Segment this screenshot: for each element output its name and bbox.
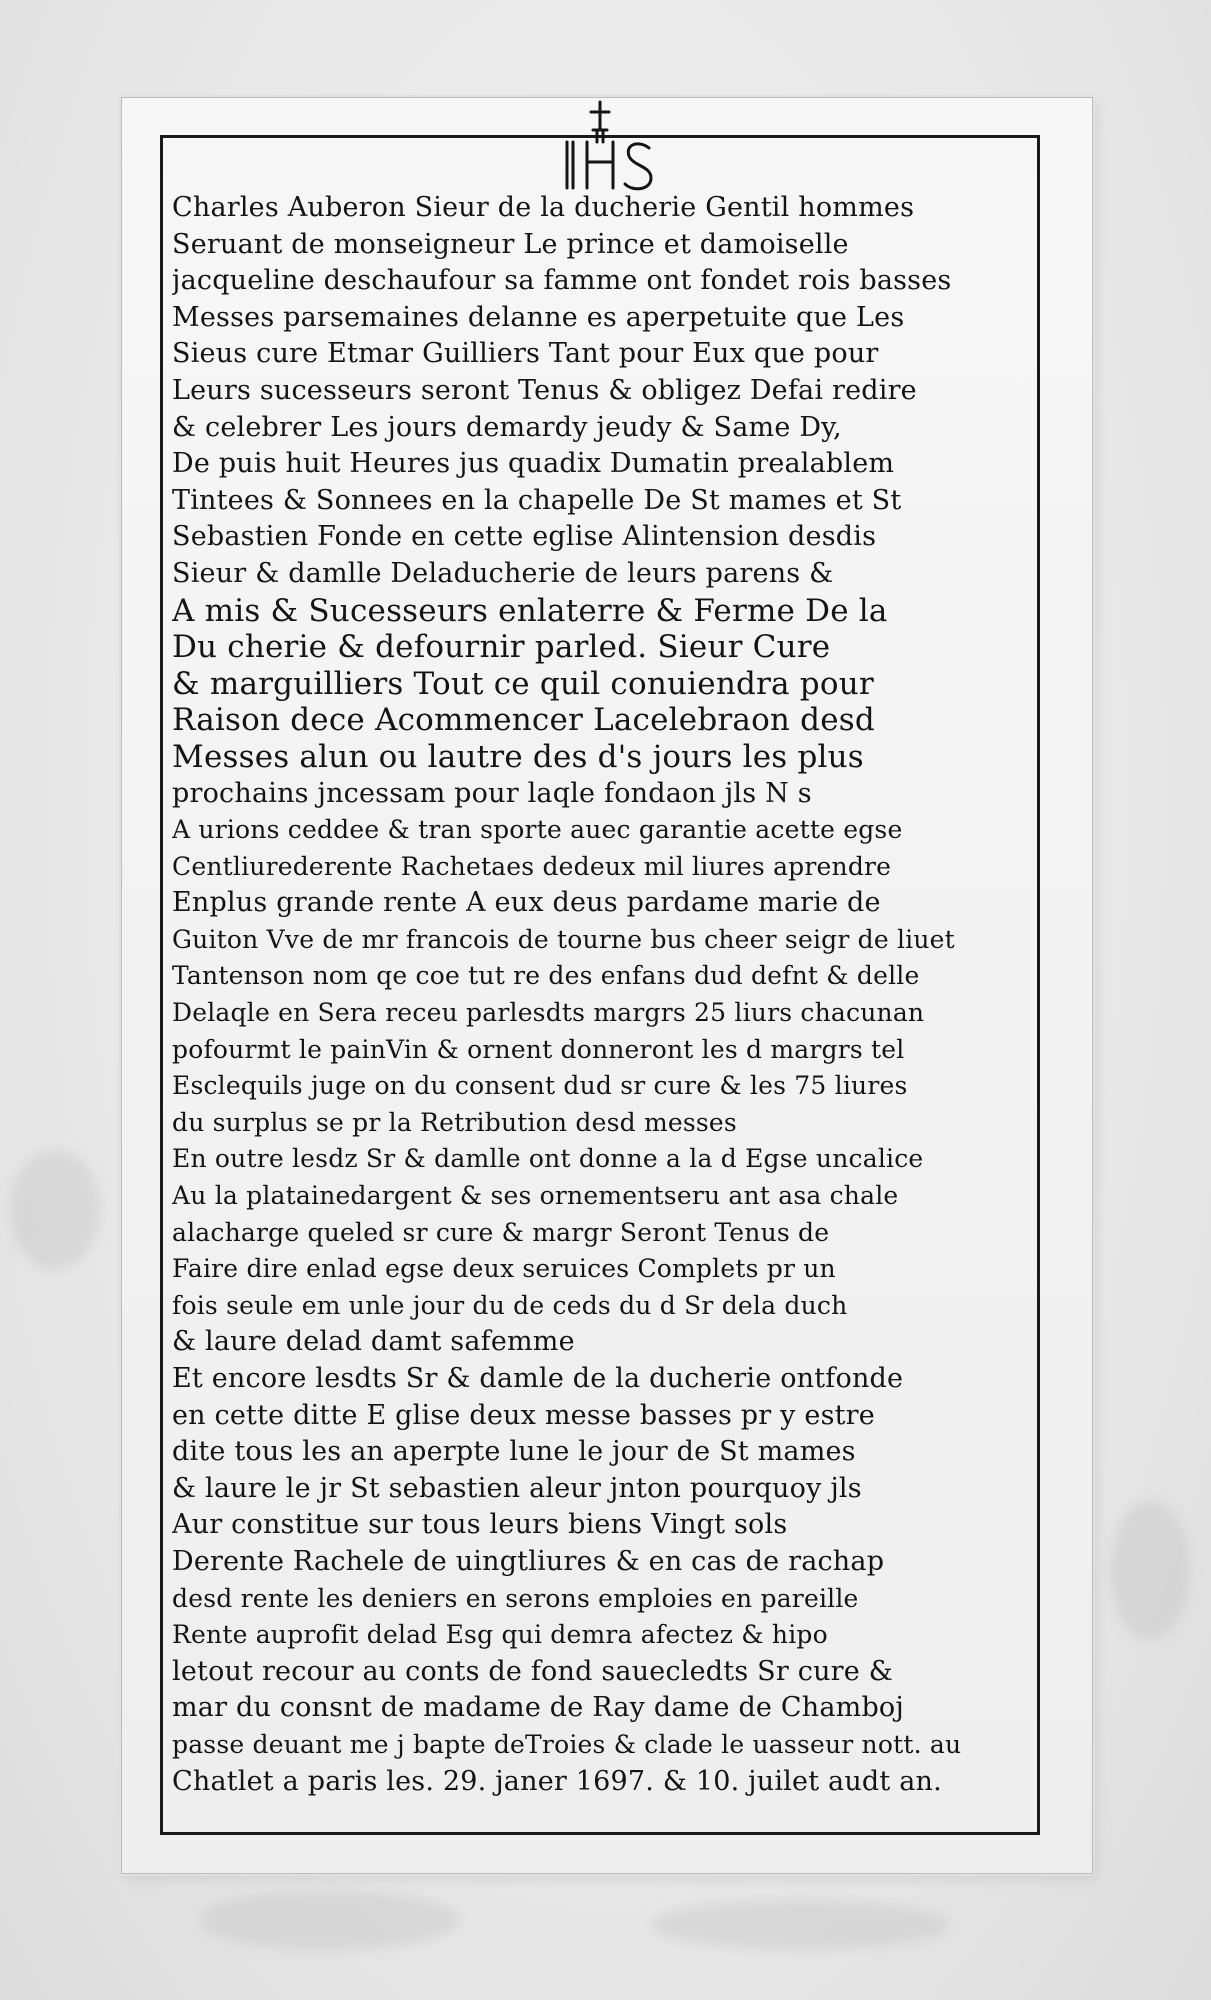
inscription-line: Tantenson nom qe coe tut re des enfans dud defnt & delle [172,961,920,991]
inscription-line: A mis & Sucesseurs enlaterre & Ferme De la [172,592,888,629]
inscription-line: Guiton Vve de mr francois de tourne bus cheer seigr de liuet [172,924,955,954]
wall-stain [650,1900,950,1950]
inscription-line: jacqueline deschaufour sa famme ont fondet rois basses [172,265,952,297]
inscription-line: Et encore lesdts Sr & damle de la ducherie ontfonde [172,1363,904,1394]
inscription-line: prochains jncessam pour laqle fondaon jls N s [172,777,812,809]
inscription-line: passe deuant me j bapte deTroies & clade le uasseur nott. au [172,1729,962,1759]
inscription-line: Tintees & Sonnees en la chapelle De St mames et St [172,484,902,516]
inscription-line: En outre lesdz Sr & damlle ont donne a la d Egse uncalice [172,1144,924,1174]
wall-stain [10,1150,100,1270]
inscription-line: Derente Rachele de uingtliures & en cas de rachap [172,1545,885,1577]
inscription-line: De puis huit Heures jus quadix Dumatin prealablem [172,448,895,480]
inscription-line: dite tous les an aperpte lune le jour de St mames [172,1436,856,1468]
inscription-line: & laure delad damt safemme [172,1326,575,1358]
inscription-line: & laure le jr St sebastien aleur jnton pourquoy jls [172,1472,862,1504]
inscription-line: Centliurederente Rachetaes dedeux mil liures aprendre [172,851,892,881]
inscription-line: Seruant de monseigneur Le prince et damoiselle [172,228,849,260]
inscription-line: Sieur & damlle Deladucherie de leurs parens & [172,557,834,589]
cross-icon [553,100,663,195]
wall-stain [1110,1500,1190,1640]
wall-stain [200,1890,460,1950]
inscription-line: Sieus cure Etmar Guilliers Tant pour Eux que pour [172,338,879,370]
inscription-line: Leurs sucesseurs seront Tenus & obligez Defai redire [172,374,917,406]
inscription-line: en cette ditte E glise deux messe basses pr y estre [172,1399,875,1431]
inscription-line: Au la platainedargent & ses ornementseru ant asa chale [172,1181,899,1211]
inscription-line: Faire dire enlad egse deux seruices Complets pr un [172,1254,836,1284]
inscription-line: Aur constitue sur tous leurs biens Vingt sols [172,1509,788,1541]
inscription-line: Sebastien Fonde en cette eglise Alintension desdis [172,521,877,553]
inscription-line: Delaqle en Sera receu parlesdts margrs 25 liurs chacunan [172,998,925,1028]
inscription-line: pofourmt le painVin & ornent donneront les d margrs tel [172,1034,905,1064]
inscription-line: Messes parsemaines delanne es aperpetuite que Les [172,301,905,333]
inscription-line: alacharge queled sr cure & margr Seront Tenus de [172,1217,830,1247]
inscription-line: mar du consnt de madame de Ray dame de Chamboj [172,1692,904,1724]
inscription-line: Chatlet a paris les. 29. janer 1697. & 10. juilet audt an. [172,1765,942,1797]
inscription-line: Enplus grande rente A eux deus pardame marie de [172,887,881,919]
inscription-line: fois seule em unle jour du de ceds du d Sr dela duch [172,1290,848,1320]
ihs-emblem [553,100,663,195]
inscription-line: Messes alun ou lautre des d's jours les plus [172,738,864,775]
inscription-text [172,190,1032,1800]
inscription-line: Raison dece Acommencer Lacelebraon desd [172,702,875,739]
inscription-line: desd rente les deniers en serons emploies en pareille [172,1583,859,1613]
inscription-line: Rente auprofit delad Esg qui demra afectez & hipo [172,1620,828,1650]
inscription-line: letout recour au conts de fond sauecledts Sr cure & [172,1655,893,1687]
inscription-line: & marguilliers Tout ce quil conuiendra pour [172,665,874,702]
inscription-line: Du cherie & defournir parled. Sieur Cure [172,629,831,666]
inscription-line: Esclequils juge on du consent dud sr cure & les 75 liures [172,1071,908,1101]
inscription-line: Charles Auberon Sieur de la ducherie Gentil hommes [172,192,915,223]
inscription-line: A urions ceddee & tran sporte auec garantie acette egse [172,815,903,845]
inscription-line: du surplus se pr la Retribution desd messes [172,1107,737,1137]
inscription-line: & celebrer Les jours demardy jeudy & Same Dy, [172,411,842,443]
